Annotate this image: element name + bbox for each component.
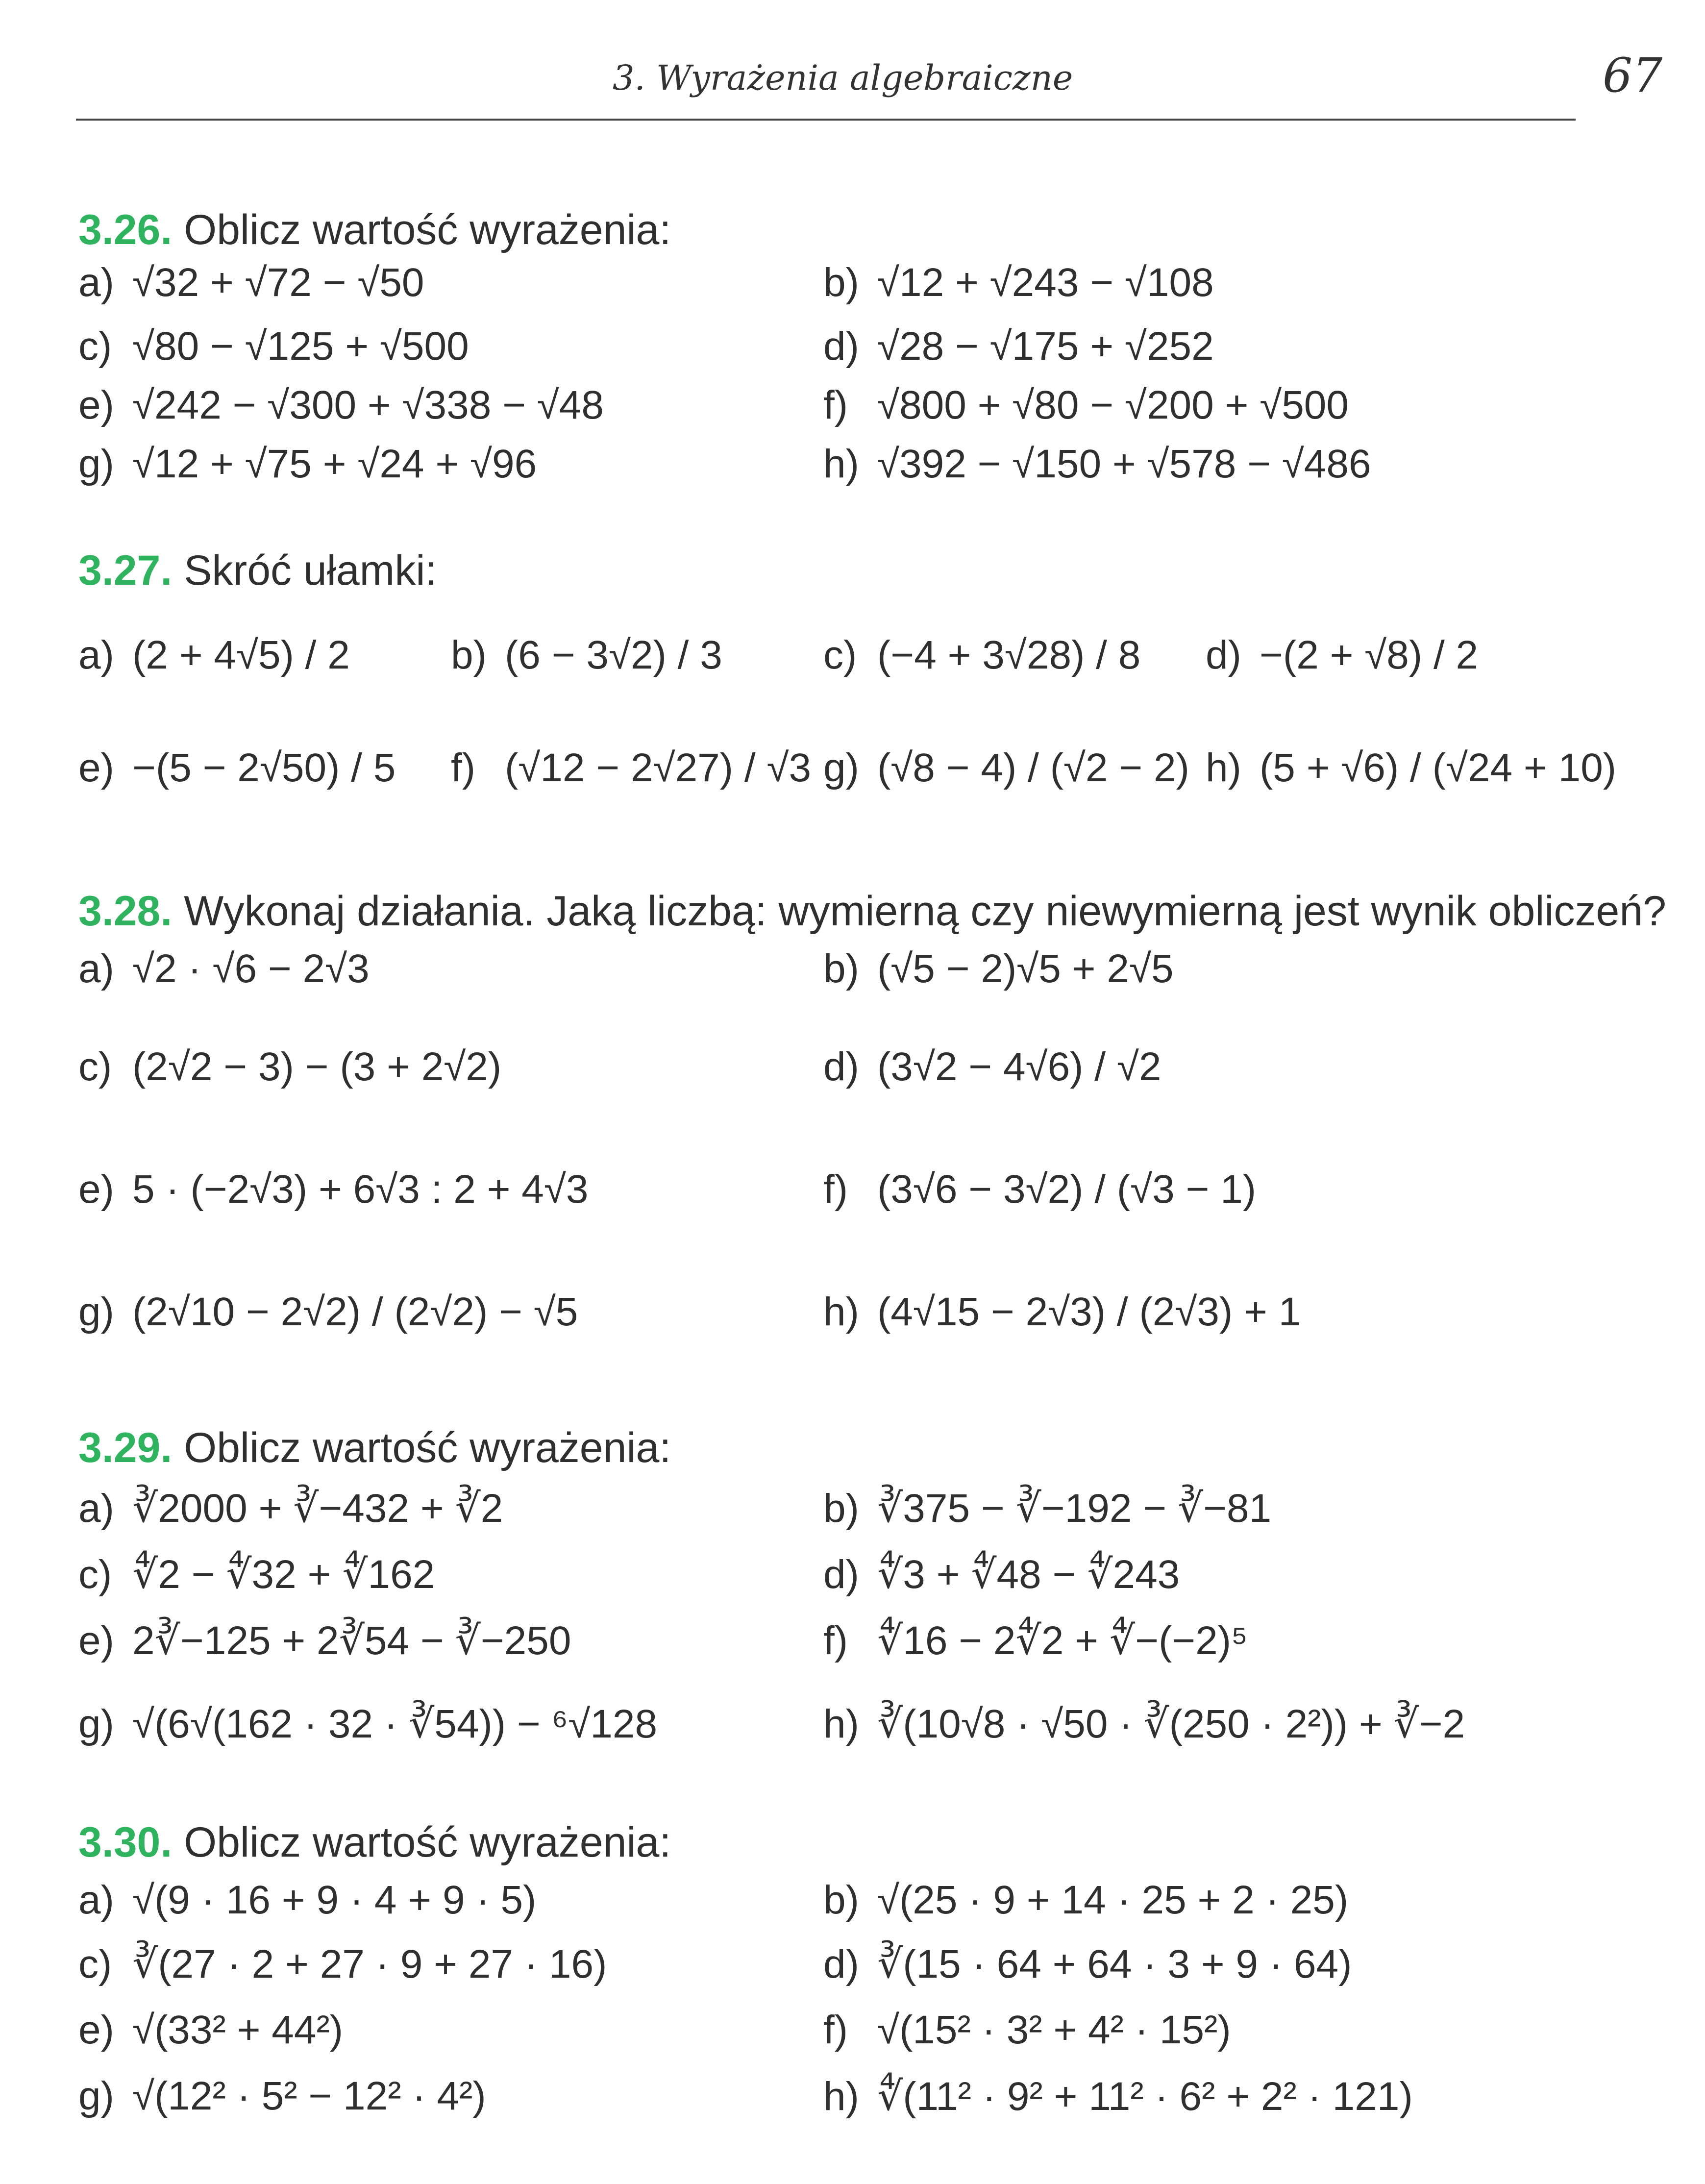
exercise-instruction: Oblicz wartość wyrażenia: [184,206,671,253]
exercise-instruction: Oblicz wartość wyrażenia: [184,1424,671,1471]
exercise-3-28-b: b) (√5 − 2)√5 + 2√5 [823,946,1174,991]
exercise-3-30-a: a) √(9 · 16 + 9 · 4 + 9 · 5) [78,1878,537,1922]
expression: ∜16 − 2∜2 + ∜−(−2)⁵ [877,1618,1248,1663]
exercise-3-27-f: f) (√12 − 2√27) / √3 [451,745,812,790]
exercise-3-30-e: e) √(33² + 44²) [78,2008,344,2052]
expression: √242 − √300 + √338 − √48 [132,383,604,427]
exercise-3-26-e: e) √242 − √300 + √338 − √48 [78,383,604,427]
exercise-3-29-b: b) ∛375 − ∛−192 − ∛−81 [823,1486,1272,1531]
exercise-3-30-h: h) ∜(11² · 9² + 11² · 6² + 2² · 121) [823,2074,1413,2119]
exercise-3-28-h: h) (4√15 − 2√3) / (2√3) + 1 [823,1290,1301,1334]
exercise-3-26-f: f) √800 + √80 − √200 + √500 [823,383,1349,427]
exercise-instruction: Wykonaj działania. Jaką liczbą: wymierną czy niewymierną jest wynik obliczeń? [184,888,1666,935]
expression: √800 + √80 − √200 + √500 [877,383,1349,427]
exercise-3-29-d: d) ∜3 + ∜48 − ∜243 [823,1552,1180,1597]
exercise-3-30-b: b) √(25 · 9 + 14 · 25 + 2 · 25) [823,1878,1349,1922]
expression: √12 + √243 − √108 [877,260,1214,305]
exercise-instruction: Skróć ułamki: [184,547,437,594]
expression: √2 · √6 − 2√3 [132,946,370,991]
expression: √80 − √125 + √500 [132,324,469,369]
expression: (2√2 − 3) − (3 + 2√2) [132,1044,502,1089]
exercise-3-27-c: c) (−4 + 3√28) / 8 [823,633,1141,677]
expression: 2∛−125 + 2∛54 − ∛−250 [132,1618,571,1663]
exercise-3-26-a: a) √32 + √72 − √50 [78,260,424,305]
expression: −(2 + √8) / 2 [1260,633,1479,677]
expression: (√8 − 4) / (√2 − 2) [877,745,1189,790]
exercise-3-27-e: e) −(5 − 2√50) / 5 [78,745,396,790]
expression: ∛(10√8 · √50 · ∛(250 · 2²)) + ∛−2 [877,1702,1465,1746]
expression: ∛2000 + ∛−432 + ∛2 [132,1486,503,1531]
exercise-3-30-f: f) √(15² · 3² + 4² · 15²) [823,2008,1231,2052]
expression: √12 + √75 + √24 + √96 [132,442,537,486]
page-number: 67 [1603,48,1663,103]
expression: (−4 + 3√28) / 8 [877,633,1141,677]
exercise-3-26-c: c) √80 − √125 + √500 [78,324,469,369]
exercise-3-28-e: e) 5 · (−2√3) + 6√3 : 2 + 4√3 [78,1167,589,1212]
exercise-3-27-a: a) (2 + 4√5) / 2 [78,633,350,677]
exercise-number: 3.28. [78,888,173,935]
exercise-number: 3.27. [78,547,173,594]
expression: √(33² + 44²) [132,2008,344,2052]
exercise-3-27-title [78,546,437,595]
expression: ∜3 + ∜48 − ∜243 [877,1552,1180,1597]
expression: √(15² · 3² + 4² · 15²) [877,2008,1231,2052]
expression: √(9 · 16 + 9 · 4 + 9 · 5) [132,1878,537,1922]
expression: (4√15 − 2√3) / (2√3) + 1 [877,1290,1301,1334]
expression: √28 − √175 + √252 [877,324,1214,369]
exercise-3-28-d: d) (3√2 − 4√6) / √2 [823,1044,1161,1089]
exercise-3-30-g: g) √(12² · 5² − 12² · 4²) [78,2074,486,2118]
exercise-3-27-h: h) (5 + √6) / (√24 + 10) [1206,745,1617,790]
expression: (2 + 4√5) / 2 [132,633,350,677]
exercise-instruction: Oblicz wartość wyrażenia: [184,1819,671,1866]
expression: √(25 · 9 + 14 · 25 + 2 · 25) [877,1878,1349,1922]
exercise-3-26-b: b) √12 + √243 − √108 [823,260,1214,305]
exercise-3-29-a: a) ∛2000 + ∛−432 + ∛2 [78,1486,503,1531]
exercise-3-26-g: g) √12 + √75 + √24 + √96 [78,442,537,486]
expression: (3√2 − 4√6) / √2 [877,1044,1161,1089]
chapter-title: 3. Wyrażenia algebraiczne [613,58,1073,98]
expression: (5 + √6) / (√24 + 10) [1260,745,1617,790]
expression: ∜2 − ∜32 + ∜162 [132,1552,435,1597]
exercise-3-30-d: d) ∛(15 · 64 + 64 · 3 + 9 · 64) [823,1941,1352,1986]
expression: −(5 − 2√50) / 5 [132,745,396,790]
expression: √32 + √72 − √50 [132,260,424,305]
expression: 5 · (−2√3) + 6√3 : 2 + 4√3 [132,1167,589,1212]
expression: ∛375 − ∛−192 − ∛−81 [877,1486,1272,1531]
expression: ∜(11² · 9² + 11² · 6² + 2² · 121) [877,2074,1413,2119]
expression: ∛(27 · 2 + 27 · 9 + 27 · 16) [132,1942,607,1986]
expression: (√12 − 2√27) / √3 [505,745,812,790]
exercise-3-29-e: e) 2∛−125 + 2∛54 − ∛−250 [78,1618,571,1663]
expression: √(6√(162 · 32 · ∛54)) − ⁶√128 [132,1702,658,1746]
expression: (6 − 3√2) / 3 [505,633,722,677]
exercise-number: 3.29. [78,1424,173,1471]
expression: (2√10 − 2√2) / (2√2) − √5 [132,1290,578,1334]
exercise-3-28-a: a) √2 · √6 − 2√3 [78,946,370,991]
expression: (√5 − 2)√5 + 2√5 [877,946,1174,991]
exercise-3-28-g: g) (2√10 − 2√2) / (2√2) − √5 [78,1290,578,1334]
exercise-3-27-g: g) (√8 − 4) / (√2 − 2) [823,745,1189,790]
exercise-3-30-title [78,1818,671,1867]
exercise-3-29-title [78,1424,671,1472]
expression: √392 − √150 + √578 − √486 [877,442,1371,486]
exercise-3-29-f: f) ∜16 − 2∜2 + ∜−(−2)⁵ [823,1618,1248,1663]
exercise-3-29-h: h) ∛(10√8 · √50 · ∛(250 · 2²)) + ∛−2 [823,1701,1465,1746]
exercise-3-28-f: f) (3√6 − 3√2) / (√3 − 1) [823,1167,1257,1212]
exercise-3-29-g: g) √(6√(162 · 32 · ∛54)) − ⁶√128 [78,1701,658,1746]
exercise-3-28-c: c) (2√2 − 3) − (3 + 2√2) [78,1044,502,1089]
expression: (3√6 − 3√2) / (√3 − 1) [877,1167,1257,1212]
exercise-3-26-d: d) √28 − √175 + √252 [823,324,1214,369]
exercise-number: 3.30. [78,1819,173,1866]
exercise-number: 3.26. [78,206,173,253]
exercise-3-27-d: d) −(2 + √8) / 2 [1206,633,1479,677]
exercise-3-29-c: c) ∜2 − ∜32 + ∜162 [78,1552,435,1597]
exercise-3-26-title [78,206,671,254]
exercise-3-30-c: c) ∛(27 · 2 + 27 · 9 + 27 · 16) [78,1941,607,1986]
expression: √(12² · 5² − 12² · 4²) [132,2074,486,2118]
expression: ∛(15 · 64 + 64 · 3 + 9 · 64) [877,1942,1352,1986]
exercise-3-28-title [78,887,1666,936]
exercise-3-26-h: h) √392 − √150 + √578 − √486 [823,442,1371,486]
exercise-3-27-b: b) (6 − 3√2) / 3 [451,633,722,677]
header-rule [76,119,1576,121]
